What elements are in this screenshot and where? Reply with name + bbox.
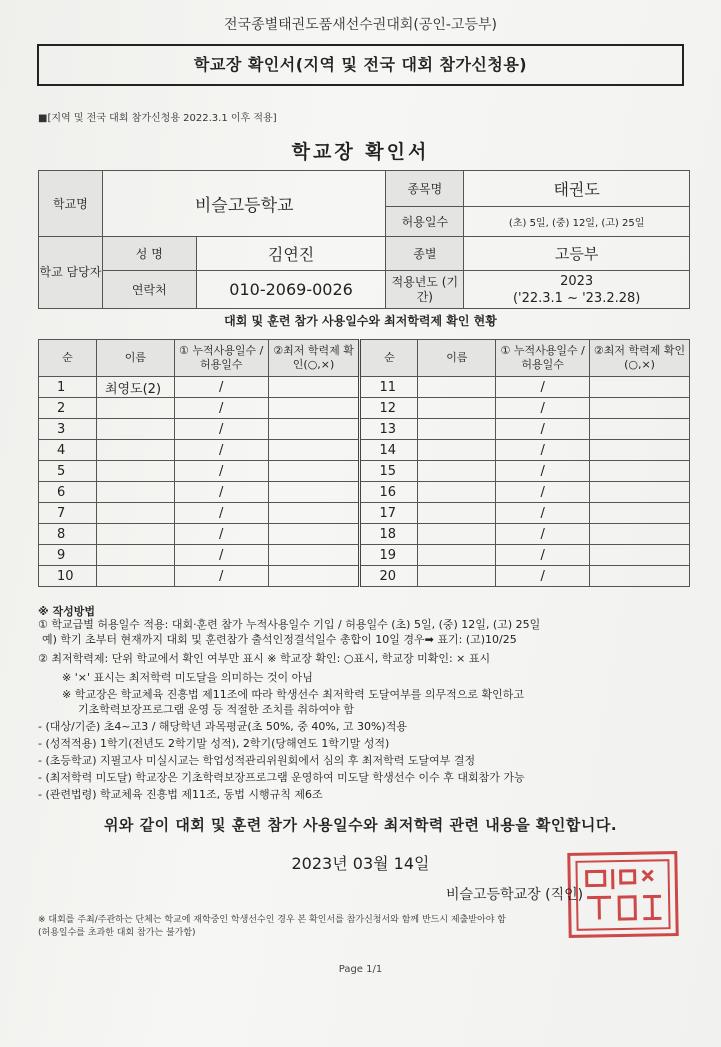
row-grade-2[interactable] (590, 377, 690, 398)
manager-label: 학교 담당자 (39, 237, 103, 309)
col-no: 순 (39, 340, 97, 377)
table-row (39, 524, 690, 545)
footer-note-line-2: (허용일수를 초과한 대회 참가는 불가함) (38, 928, 196, 938)
row-grade-2[interactable] (590, 461, 690, 482)
participants-table (38, 339, 690, 587)
row-days-2[interactable]: / (496, 545, 590, 566)
year-value: 2023 (560, 273, 594, 289)
row-number[interactable]: 5 (39, 461, 97, 482)
confirmation-statement: 위와 같이 대회 및 훈련 참가 사용일수와 최저학력 관련 내용을 확인합니다. (103, 816, 618, 834)
row-grade[interactable] (268, 524, 360, 545)
row-number[interactable]: 7 (39, 503, 97, 524)
row-name-2[interactable] (418, 440, 496, 461)
row-number[interactable]: 8 (39, 524, 97, 545)
table-row (39, 398, 690, 419)
row-grade[interactable] (268, 398, 360, 419)
guide-line: ① 학교급별 허용일수 적용: 대회·훈련 참가 누적사용일수 기입 / 허용일수 (초) 5일, (중) 12일, (고) 25일 (38, 618, 541, 631)
row-number[interactable]: 6 (39, 482, 97, 503)
form-application-note: ■[지역 및 전국 대회 참가신청용 2022.3.1 이후 적용] (38, 113, 277, 124)
row-days-2[interactable]: / (496, 419, 590, 440)
footer-note (38, 914, 506, 940)
row-number[interactable]: 1 (39, 377, 97, 398)
year-label: 적용년도 (기간) (386, 271, 464, 309)
guide-line: - (최저학력 미도달) 학교장은 기초학력보장프로그램 운영하여 미도달 학생선수 이수 후 대회참가 가능 (38, 771, 525, 784)
col-grade-2: ②최저 학력제 확인(○,×) (590, 340, 690, 377)
row-name[interactable] (96, 503, 174, 524)
table-row (39, 545, 690, 566)
row-grade-2[interactable] (590, 398, 690, 419)
guide-line: 예) 학기 초부터 현재까지 대회 및 훈련참가 출석인정결석일수 총합이 10일 경우➡ 표기: (고)10/25 (42, 633, 517, 646)
row-grade[interactable] (268, 545, 360, 566)
manager-name-label: 성 명 (102, 237, 196, 271)
row-days[interactable]: / (174, 524, 268, 545)
row-name-2[interactable] (418, 461, 496, 482)
row-days[interactable]: / (174, 503, 268, 524)
row-number-2[interactable]: 15 (360, 461, 418, 482)
row-number-2[interactable]: 16 (360, 482, 418, 503)
row-grade[interactable] (268, 440, 360, 461)
row-number-2[interactable]: 13 (360, 419, 418, 440)
col-days: ① 누적사용일수 /허용일수 (174, 340, 268, 377)
row-number[interactable]: 2 (39, 398, 97, 419)
row-grade[interactable] (268, 566, 360, 587)
guide-line: ※ '×' 표시는 최저학력 미도달을 의미하는 것이 아님 (62, 671, 313, 684)
row-name-2[interactable] (418, 398, 496, 419)
row-grade[interactable] (268, 503, 360, 524)
row-number-2[interactable]: 19 (360, 545, 418, 566)
row-number[interactable]: 3 (39, 419, 97, 440)
status-table-title: 대회 및 훈련 참가 사용일수와 최저학력제 확인 현황 (224, 314, 497, 328)
contact-label: 연락처 (102, 271, 196, 309)
category-label: 종별 (386, 237, 464, 271)
row-name-2[interactable] (418, 419, 496, 440)
row-days-2[interactable]: / (496, 461, 590, 482)
guide-title: ※ 작성방법 (38, 605, 96, 618)
row-days[interactable]: / (174, 482, 268, 503)
school-name-value: 비슬고등학교 (102, 171, 386, 237)
col-grade: ②최저 학력제 확인(○,×) (268, 340, 360, 377)
row-grade-2[interactable] (590, 503, 690, 524)
year-cell (464, 271, 690, 309)
row-days[interactable]: / (174, 419, 268, 440)
col-name: 이름 (96, 340, 174, 377)
guide-line: - (초등학교) 지필고사 미실시교는 학업성적관리위원회에서 심의 후 최저학력 도달여부 결정 (38, 754, 476, 767)
row-name[interactable] (96, 440, 174, 461)
row-grade-2[interactable] (590, 419, 690, 440)
row-number[interactable]: 9 (39, 545, 97, 566)
confirmation-date: 2023년 03월 14일 (291, 854, 430, 873)
row-grade[interactable] (268, 419, 360, 440)
row-number-2[interactable]: 18 (360, 524, 418, 545)
table-row (39, 566, 690, 587)
info-table (38, 170, 690, 309)
manager-name-value: 김연진 (196, 237, 386, 271)
row-name[interactable] (96, 482, 174, 503)
guide-line: - (관련법령) 학교체육 진흥법 제11조, 동법 시행규칙 제6조 (38, 788, 323, 801)
row-days[interactable]: / (174, 566, 268, 587)
row-grade[interactable] (268, 461, 360, 482)
row-grade-2[interactable] (590, 440, 690, 461)
event-title: 전국종별태권도품새선수권대회(공인-고등부) (224, 17, 497, 33)
seal-mark (572, 856, 673, 934)
row-number-2[interactable]: 17 (360, 503, 418, 524)
row-name[interactable] (96, 461, 174, 482)
table-row (39, 461, 690, 482)
row-grade-2[interactable] (590, 524, 690, 545)
row-days[interactable]: / (174, 440, 268, 461)
row-name-2[interactable] (418, 503, 496, 524)
row-days-2[interactable]: / (496, 482, 590, 503)
allowed-days-value: (초) 5일, (중) 12일, (고) 25일 (464, 207, 690, 237)
row-days-2[interactable]: / (496, 398, 590, 419)
allowed-days-label: 허용일수 (386, 207, 464, 237)
col-name-2: 이름 (418, 340, 496, 377)
row-name-2[interactable] (418, 566, 496, 587)
row-name[interactable] (96, 398, 174, 419)
row-name-2[interactable] (418, 377, 496, 398)
main-title: 학교장 확인서 (291, 141, 430, 163)
row-name-2[interactable] (418, 545, 496, 566)
guide-line: - (대상/기준) 초4~고3 / 해당학년 과목평균(초 50%, 중 40%, 고 30%)적용 (38, 720, 407, 733)
table-row (39, 419, 690, 440)
col-days-2: ① 누적사용일수 /허용일수 (496, 340, 590, 377)
row-number[interactable]: 10 (39, 566, 97, 587)
row-number-2[interactable]: 11 (360, 377, 418, 398)
row-name[interactable] (96, 545, 174, 566)
row-name-2[interactable] (418, 524, 496, 545)
row-grade-2[interactable] (590, 545, 690, 566)
period-value: ('22.3.1 ~ '23.2.28) (512, 290, 641, 306)
row-name[interactable] (96, 419, 174, 440)
row-days[interactable]: / (174, 545, 268, 566)
row-days-2[interactable]: / (496, 440, 590, 461)
principal-seal-stamp (567, 851, 678, 938)
guide-line: - (성적적용) 1학기(전년도 2학기말 성적), 2학기(당해연도 1학기말 성적) (38, 737, 390, 750)
row-grade[interactable] (268, 377, 360, 398)
row-name-2[interactable] (418, 482, 496, 503)
table-row (39, 482, 690, 503)
category-value: 고등부 (464, 237, 690, 271)
row-days-2[interactable]: / (496, 377, 590, 398)
row-days[interactable]: / (174, 461, 268, 482)
row-days-2[interactable]: / (496, 566, 590, 587)
footer-note-line-1: ※ 대회를 주최/주관하는 단체는 학교에 재학중인 학생선수인 경우 본 확인서를 참가신청서와 함께 반드시 제출받아야 함 (38, 915, 506, 925)
page-number: Page 1/1 (338, 964, 383, 975)
row-number-2[interactable]: 20 (360, 566, 418, 587)
form-title-box: 학교장 확인서(지역 및 전국 대회 참가신청용) (37, 44, 684, 86)
row-days-2[interactable]: / (496, 524, 590, 545)
row-days[interactable]: / (174, 377, 268, 398)
table-row (39, 377, 690, 398)
row-days-2[interactable]: / (496, 503, 590, 524)
guide-list (38, 618, 698, 805)
row-name[interactable]: 최영도(2) (96, 377, 174, 398)
guide-line: ※ 학교장은 학교체육 진흥법 제11조에 따라 학생선수 최저학력 도달여부를 의무적으로 확인하고 (62, 688, 524, 701)
sport-label: 종목명 (386, 171, 464, 207)
row-number[interactable]: 4 (39, 440, 97, 461)
guide-line: 기초학력보장프로그램 운영 등 적절한 조치를 취하여야 함 (78, 703, 355, 716)
col-no-2: 순 (360, 340, 418, 377)
row-name[interactable] (96, 524, 174, 545)
principal-signature: 비슬고등학교장 (직인) (446, 887, 584, 903)
row-grade-2[interactable] (590, 566, 690, 587)
row-number-2[interactable]: 12 (360, 398, 418, 419)
row-grade-2[interactable] (590, 482, 690, 503)
sport-value: 태권도 (464, 171, 690, 207)
table-row (39, 440, 690, 461)
row-days[interactable]: / (174, 398, 268, 419)
table-row (39, 503, 690, 524)
guide-line: ② 최저학력제: 단위 학교에서 확인 여부만 표시 ※ 학교장 확인: ○표시, 학교장 미확인: × 표시 (38, 652, 491, 665)
contact-value: 010-2069-0026 (196, 271, 386, 309)
row-name[interactable] (96, 566, 174, 587)
row-grade[interactable] (268, 482, 360, 503)
row-number-2[interactable]: 14 (360, 440, 418, 461)
school-name-label: 학교명 (39, 171, 103, 237)
